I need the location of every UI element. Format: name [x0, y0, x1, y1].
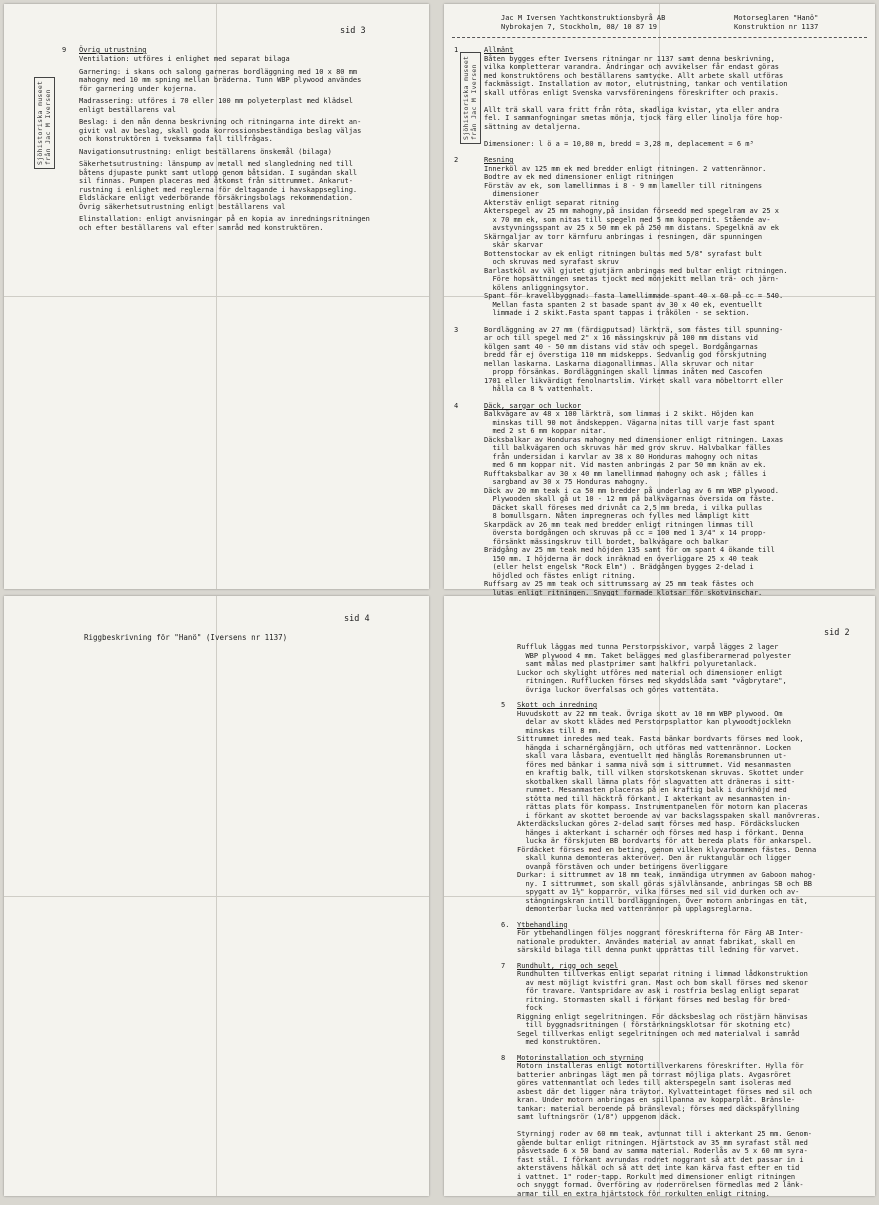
page-fold-line	[216, 596, 217, 1196]
section-text: För ytbehandlingen följes noggrant föreskrifterna för Färg AB Inter- nationale produkter. Användes material av annat fabrikat, skall en särskild bilaga till denna punkt upprättas till ledning för varvet.	[517, 929, 804, 954]
document-page-sid-3	[4, 4, 429, 589]
section-title: Däck, sargar och luckor	[484, 401, 581, 410]
section	[501, 961, 869, 1047]
section-number: 9	[62, 46, 67, 54]
document-page-sid-2	[444, 596, 875, 1196]
section-title: Motorinstallation och styrning	[517, 1053, 644, 1062]
section-text: Bordläggning av 27 mm (färdigputsad) lärkträ, som fästes till spunning- ar och till spegel med 2" x 16 mässingskruv på 100 mm distans vid kölgen samt 40 - 50 mm distans vid stäv och spegel. Bordgångarnas bredd får ej överstiga 110 mm midskepps. Sedvanlig god förskjutning mellan laskarna. Laskarna diagonallimmas. Alla skruvar och nitar propp försänkas. Bordläggningen skall limmas inåten med Cascofen 1701 eller likvärdigt fenolnartslim. Virket skall vara möbeltorrt eller hålla ca 8 % vattenhalt.	[484, 325, 784, 393]
page-number: sid 2	[824, 628, 850, 638]
section-text: Båten bygges efter Iversens ritningar nr 1137 samt denna beskrivning, vilka kompletterar varandra. Ändringar och avvikelser får endast göras med konstruktörens och beställarens samtycke. Allt arbete skall utföras fackmässigt. Installation av motor, elutrustning, tankar och ventilation skall utföras enligt Svenska varvsföreningens föreskrifter och praxis. Allt trä skall vara fritt från röta, skadliga kvistar, yta eller andra fel. I sammanfogningar smetas mönja, tjock färg eller linolja före hop- sättning av detaljerna. Dimensioner: l ö a = 10,80 m, bredd = 3,28 m, deplacement = 6 m³	[484, 54, 788, 148]
section-number: 2	[454, 156, 459, 164]
section-body	[79, 55, 419, 236]
section-text: Huvudskott av 22 mm teak. Övriga skott av 10 mm WBP plywood. Om delar av skott klädes med Perstorpsplattor kan plywoodtjocklekn minskas till 8 mm. Sittrummet inredes med teak. Fasta bänkar bordvarts förses med look, hängda i scharnérgångjärn, och utföras med vattenrännor. Locken skall vara låsbara, eventuellt med hänglås Roremansbrunnen ut- föres med bänkar i samma nivå som i sittrummet. Vid mesanmasten en kraftig balk, till vilken storskotskenan skruvas. Skottet under skotbalken skall lämna plats för slagvatten att dräneras i sitt- rummet. Mesanmasten placeras på en kraftig balk i durkhöjd med stötta med till häcktrå förkant. I akterkant av mesanmasten in- rättas plats för kompass. Instrumentpanelen för motorn kan placeras i förkant av skottet beroende av var backslagsspaken skall manövreras. Akterdäcksluckan göres 2-delad samt förses med hasp. Fördäckslucken hänges i akterkant i scharnér och förses med hasp i förkant. Denna lucka är förskjuten BB bordvarts för att bereda plats för ankarspel. Fördäcket förses med en beting, genom vilken klyvarbommen fästes. Denna skall kunna demonteras akteröver. Den är ruktangulär och ligger ovanpå förstäven och under betingens överliggare Durkar: i sittrummet av 18 mm teak, inmändiga utrymmen av Gaboon mahog- ny. I sittrummet, som skall göras självlänsande, anbringas SB och BB spygatt av 1½" kopparrör, vilka förses med sil vid durken och av- stängningskran intill bordläggningen. Över motorn anbringas en tät, demonterbar lucka med vattenrännor på upplagsreglarna.	[517, 709, 821, 913]
archive-stamp: Sjöhistoriska museet från Jac M Iversen	[34, 77, 55, 169]
continued-text: Ruffluk läggas med tunna Perstorpsskivor, varpå lägges 2 lager WBP plywood 4 mm. Taket belägges med glasfiberarmerad polyester samt målas med plastprimer samt halkfri polyuretanlack. Luckor och skylight utföres med material och dimensioner enligt ritningen. Rufflucken förses med skyddslåda samt "vågbrytare", övriga luckor överfalsas och göres vattentäta.	[517, 643, 791, 694]
paragraph: Säkerhetsutrustning: länspump av metall med slangledning ned till båtens djupaste punkt samt utlopp genom båtsidan. I sugändan skall sil finnas. Pumpen placeras med åtkomst från sittrummet. Ankarut- rustning i enlighet med reglerna för deltagande i havskappsegling. Eldsläckare enligt vederbörande försäkringsbolags rekommendation. Övrig säkerhetsutrustning enligt beställarens val	[79, 160, 358, 211]
section-number: 1	[454, 46, 459, 54]
section-text: Balkvägare av 48 x 100 lärkträ, som limmas i 2 skikt. Höjden kan minskas till 90 mot ändskeppen. Vägarna nitas till varje fast spant med 2 st 6 mm koppar nitar. Däcksbalkar av Honduras mahogny med dimensioner enligt ritningen. Laxas till balkvägaren och skruvas här med grov skruv. Halvbalkar fälles från undersidan i karvlar av 38 x 80 Honduras mahogny och nitas med 6 mm koppar nit. Vid masten anbringas 2 par 50 mm knän av ek. Rufftaksbalkar av 30 x 40 mm lamellimmad mahogny och ask ; fälles i sargband av 30 x 75 Honduras mahogny. Däck av 20 mm teak i ca 50 mm bredder på underlag av 6 mm WBP plywood. Plywooden skall gå ut 10 - 12 mm på balkvägarnas översida om fäste. Däcket skall föreses med drivnåt ca 2,5 mm breda, i vilka pullas 8 bomullsgarn. Nåten impregneras och fylles med lämpligt kitt Skarpdäck av 26 mm teak med bredder enligt ritningen limmas till översta bordgången och skruvas på cc = 100 med 1 3/4" x 14 propp- försänkt mässingskruv till bordet, balkvägare och balkar Brädgång av 25 mm teak med höjden 135 samt för om spant 4 ökande till 150 mm. I höjderna är dock inräknad en överliggare 25 x 40 teak (eller helst engelsk "Rock Elm") . Brädgången bygges 2-delad i höjdled och fästes enligt ritning. Ruffsarg av 25 mm teak och sittrumssarg av 25 mm teak fästes och lutas enligt ritningen. Snyggt formade klotsar för skotvinschar.	[484, 410, 784, 597]
section-title: Skott och inredning	[517, 701, 598, 709]
archive-stamp: Sjöhistoriska museet från Jac M Iversen	[460, 52, 481, 144]
letterhead-project: Motorseglaren "Hanö" Konstruktion nr 1137	[734, 14, 819, 31]
header-divider	[452, 37, 867, 38]
paragraph: Elinstallation: enligt anvisningar på en kopia av inredningsritningen och efter beställarens val efter samråd med konstruktören.	[79, 215, 370, 232]
section-title: Allmänt	[484, 46, 514, 54]
section-text: Motorn installeras enligt motortillverkarens föreskrifter. Hylla för batterier anbringas lägt men på torrast möjliga plats. Avgasröret göres vattenmantlat och ledes till akterspegeln samt isoleras med asbest där det ligger nära träytor. Kylvatteintaget förses med sil och kran. Under motorn anbringas en spillpanna av kopparplåt. Bränsle- tankar: material beroende på bränsleval; förses med däckspåfyllning samt luftningsrör (1/8") uppgenom däck. Styrningj roder av 60 mm teak, avtunnat till i akterkant 25 mm. Genom- gående bultar enligt ritningen. Hjärtstock av 35 mm syrafast stål med påsvetsade 6 x 50 band av samma material. Roderlås av 5 x 60 mm syra- fast stål. I förkant avrundas rodret noggrant så att det passar in i akterstävens hålkäl och så att det inte kan kärva fast efter en tid i vattnet. 1" roder-tapp. Rorkult med dimensioner enligt ritningen och snyggt formad. Överföring av roderrörelsen förmedlas med 2 länk- armar till en extra hjärtstock för rorkulten enligt ritning.	[517, 1062, 813, 1198]
document-page-sid-1	[444, 4, 875, 597]
section-title: Resning	[484, 156, 514, 164]
section-title: Övrig utrustning	[79, 46, 147, 54]
section-text: Rundhulten tillverkas enligt separat ritning i limmad lådkonstruktion av mest möjligt kvistfri gran. Mast och bom skall förses med skenor för travare. Vantspridare av ask i rostfria beslag enligt separat ritning. Stormasten skall i förkant förses med beslag för bred- fock Riggning enligt segelritningen. För däcksbeslag och röstjärn hänvisas till byggnadsritningen ( förstärkningsklotsar för skotning etc) Segel tillverkas enligt segelritningen och med materialval i samråd med konstruktören.	[517, 970, 808, 1046]
sections-list	[501, 643, 869, 1205]
section-number: 5	[501, 701, 506, 709]
section	[501, 1053, 869, 1199]
document-title: Riggbeskrivning för "Hanö" (Iversens nr 1137)	[84, 633, 288, 642]
section	[454, 156, 869, 318]
paragraph: Madrassering: utföres i 70 eller 100 mm polyeterplast med klädsel enligt beställarens val	[79, 97, 353, 114]
section-number: 4	[454, 401, 459, 410]
paragraph: Navigationsutrustning: enligt beställarens önskemål (bilaga)	[79, 147, 332, 156]
section	[454, 401, 869, 598]
paragraph: Beslag: i den mån denna beskrivning och ritningarna inte direkt an- givit val av beslag, skall goda korrossionsbeständiga beslag väljas och konstruktören i tveksamma fall tillfrågas.	[79, 118, 362, 143]
section-number: 6.	[501, 920, 510, 929]
page-number: sid 4	[344, 614, 370, 624]
section-title: Ytbehandling	[517, 920, 568, 929]
section-number: 7	[501, 961, 506, 970]
page-number: sid 3	[340, 26, 366, 36]
section	[501, 920, 869, 955]
section	[454, 325, 869, 394]
section-number: 8	[501, 1053, 506, 1062]
section-number: 3	[454, 325, 459, 334]
paragraph: Garnering: i skans och salong garneras bordläggning med 10 x 80 mm mahogny med 10 mm spning mellan bräderna. Tunn WBP plywood användes för garnering under kojerna.	[79, 67, 362, 93]
paragraph: Ventilation: utföres i enlighet med separat bilaga	[79, 55, 290, 63]
section-title: Rundhult, rigg och segel	[517, 961, 619, 970]
section-text: Innerköl av 125 mm ek med bredder enligt ritningen. 2 vattenrännor. Bodtre av ek med dimensioner enligt ritningen Förstäv av ek, som lamellimmas i 8 - 9 mm lameller till ritningens dimensioner Akterstäv enligt separat ritning Akterspegel av 25 mm mahogny,på insidan förseedd med spegelram av 25 x x 70 mm ek, som nitas till spegeln med 5 mm koppernit. Stående av- avstyvningsspant av 25 x 50 mm ek på 250 mm distans. Spegelknä av ek Skärngaljar av torr kärnfuru anbringas i resningen, där spunningen skär skarvar Bottenstockar av ek enligt ritningen bultas med 5/8" syrafast bult och skruvas med syrafast skruv Barlastköl av väl gjutet gjutjärn anbringas med bultar enligt ritningen. Före hopsättningen smetas tjockt med mönjekitt mellan trä- och järn- kölens anliggningsytor. Spant för kravellbyggnad: fasta lamellimmade spant 40 x 60 på cc = 540. Mellan fasta spanten 2 st basade spant av 30 x 40 ek, eventuellt limmade i 2 skikt.Fasta spant tappas i tråkölen - se sektion.	[484, 164, 788, 317]
letterhead-company: Jac M Iversen Yachtkonstruktionsbyrå AB Nybrokajen 7, Stockholm, 08/ 10 87 19	[501, 14, 666, 31]
section	[501, 701, 869, 914]
document-page-sid-4	[4, 596, 429, 1196]
